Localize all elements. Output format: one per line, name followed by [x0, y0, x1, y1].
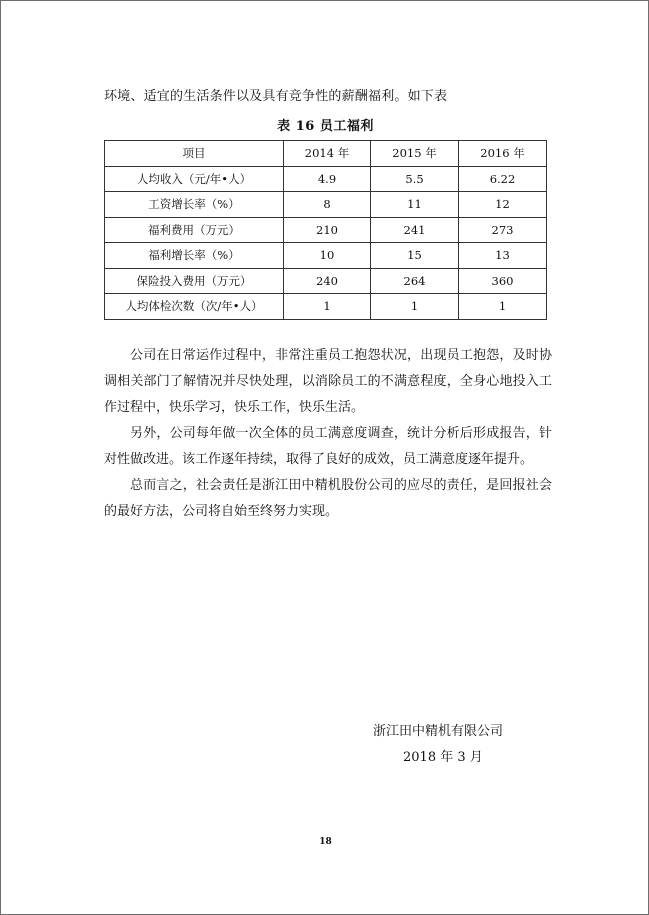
table-row: [105, 217, 547, 243]
row-label: 福利增长率（%）: [105, 243, 284, 269]
paragraph-complaint-handling: 公司在日常运作过程中，非常注重员工抱怨状况，出现员工抱怨，及时协调相关部门了解情况并尽快处理，以消除员工的不满意程度，全身心地投入工作过程中，快乐学习，快乐工作，快乐生活。: [104, 348, 552, 415]
cell-2016: 13: [459, 243, 547, 269]
row-label: 人均收入（元/年•人）: [105, 166, 284, 192]
cell-2016: 273: [459, 217, 547, 243]
cell-2016: 360: [459, 268, 547, 294]
cell-2015: 264: [371, 268, 459, 294]
cell-2014: 4.9: [284, 166, 371, 192]
paragraph-satisfaction-survey: 另外，公司每年做一次全体的员工满意度调查，统计分析后形成报告，针对性做改进。该工作逐年持续，取得了良好的成效，员工满意度逐年提升。: [104, 426, 552, 467]
cell-2014: 240: [284, 268, 371, 294]
employee-benefits-table: [104, 140, 547, 320]
signature-date: 2018 年 3 月: [403, 750, 483, 765]
cell-2014: 1: [284, 294, 371, 320]
row-label: 保险投入费用（万元）: [105, 268, 284, 294]
paragraph-conclusion: 总而言之，社会责任是浙江田中精机股份公司的应尽的责任，是回报社会的最好方法，公司将自始至终努力实现。: [104, 478, 552, 519]
cell-2015: 5.5: [371, 166, 459, 192]
cell-2015: 1: [371, 294, 459, 320]
intro-line: 环境、适宜的生活条件以及具有竞争性的薪酬福利。如下表: [104, 89, 448, 104]
signature-block: [373, 719, 503, 771]
row-label: 工资增长率（%）: [105, 192, 284, 218]
header-item: 项目: [105, 141, 284, 167]
cell-2016: 6.22: [459, 166, 547, 192]
header-2015: 2015 年: [371, 141, 459, 167]
row-label: 福利费用（万元）: [105, 217, 284, 243]
table-row: [105, 192, 547, 218]
table-row: [105, 268, 547, 294]
page-number: 18: [319, 837, 332, 847]
cell-2015: 11: [371, 192, 459, 218]
signature-company: 浙江田中精机有限公司: [373, 724, 504, 739]
table-header-row: [105, 141, 547, 167]
cell-2016: 1: [459, 294, 547, 320]
cell-2015: 15: [371, 243, 459, 269]
header-2014: 2014 年: [284, 141, 371, 167]
cell-2015: 241: [371, 217, 459, 243]
table-row: [105, 294, 547, 320]
cell-2014: 8: [284, 192, 371, 218]
table-title: 表 16 员工福利: [277, 119, 374, 134]
cell-2014: 10: [284, 243, 371, 269]
table-row: [105, 243, 547, 269]
header-2016: 2016 年: [459, 141, 547, 167]
table-row: [105, 166, 547, 192]
cell-2014: 210: [284, 217, 371, 243]
cell-2016: 12: [459, 192, 547, 218]
row-label: 人均体检次数（次/年•人）: [105, 294, 284, 320]
